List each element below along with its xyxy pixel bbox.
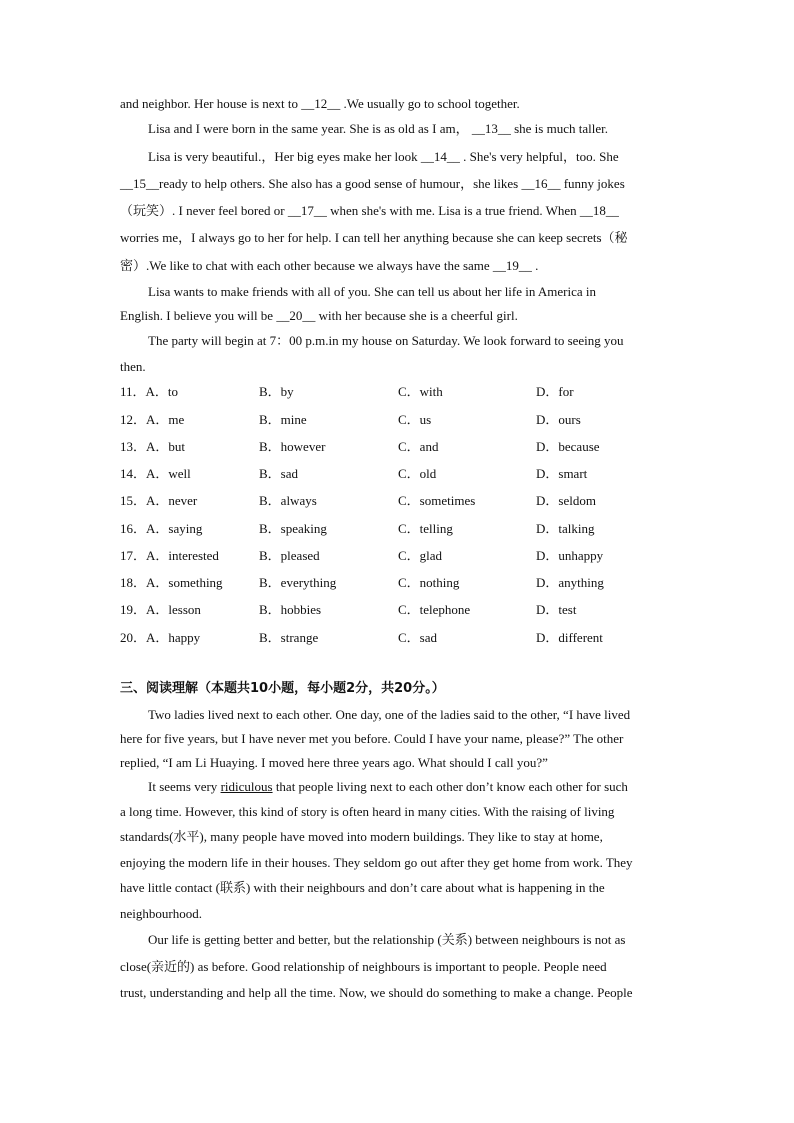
reading-line: close(亲近的) as before. Good relationship of neighbours is important to people. People need	[120, 959, 607, 974]
passage-line: worries me，I always go to her for help. I can tell her anything because she can keep secrets（秘	[120, 230, 628, 245]
option-d: D．test	[536, 602, 577, 617]
option-c: C．us	[398, 412, 432, 427]
reading-line: replied, “I am Li Huaying. I moved here three years ago. What should I call you?”	[120, 755, 548, 770]
reading-line: Our life is getting better and better, but the relationship (关系) between neighbours is not as	[148, 932, 626, 947]
option-c: C．sometimes	[398, 493, 476, 508]
option-a: 19．A．lesson	[120, 602, 201, 617]
passage-line: 密）.We like to chat with each other because we always have the same __19__ .	[120, 258, 539, 273]
reading-line: Two ladies lived next to each other. One day, one of the ladies said to the other, “I have lived	[148, 707, 631, 722]
question-options-16	[120, 521, 680, 537]
option-b: B．pleased	[259, 548, 320, 563]
option-a: 12．A．me	[120, 412, 185, 427]
reading-line	[148, 779, 680, 795]
passage-line: Lisa wants to make friends with all of you. She can tell us about her life in America in	[148, 284, 597, 299]
option-d: D．anything	[536, 575, 604, 590]
passage-line: Lisa is very beautiful.，Her big eyes make her look __14__ . She's very helpful，too. She	[148, 149, 619, 164]
option-b: B．always	[259, 493, 317, 508]
option-d: D．ours	[536, 412, 581, 427]
question-options-13	[120, 439, 680, 455]
option-b: B．hobbies	[259, 602, 322, 617]
reading-line: neighbourhood.	[120, 906, 202, 921]
option-a: 20．A．happy	[120, 630, 201, 645]
option-a: 14．A．well	[120, 466, 191, 481]
option-b: B．strange	[259, 630, 319, 645]
question-options-20	[120, 630, 680, 646]
option-c: C．glad	[398, 548, 443, 563]
option-b: B．speaking	[259, 521, 327, 536]
option-c: C．old	[398, 466, 437, 481]
option-b: B．sad	[259, 466, 299, 481]
underlined-word: ridiculous	[220, 779, 273, 794]
option-d: D．for	[536, 384, 574, 399]
option-a: 15．A．never	[120, 493, 198, 508]
reading-line: a long time. However, this kind of story is often heard in many cities. With the raising of living	[120, 804, 615, 819]
option-a: 11．A．to	[120, 384, 179, 399]
question-options-12	[120, 412, 680, 428]
question-options-18	[120, 575, 680, 591]
reading-text: It seems very	[148, 779, 221, 794]
reading-line: standards(水平), many people have moved into modern buildings. They like to stay at home,	[120, 829, 603, 844]
question-options-11	[120, 384, 680, 400]
option-c: C．sad	[398, 630, 438, 645]
option-d: D．seldom	[536, 493, 596, 508]
option-a: 16．A．saying	[120, 521, 203, 536]
section-heading: 三、阅读理解（本题共10小题，每小题2分，共20分。）	[120, 681, 445, 696]
passage-line: __15__ready to help others. She also has a good sense of humour，she likes __16__ funny jokes	[120, 176, 625, 191]
option-d: D．talking	[536, 521, 595, 536]
question-options-15	[120, 493, 680, 509]
reading-line: here for five years, but I have never met you before. Could I have your name, please?” The other	[120, 731, 624, 746]
passage-line: Lisa and I were born in the same year. She is as old as I am， __13__ she is much taller.	[148, 121, 608, 136]
option-c: C．telephone	[398, 602, 471, 617]
question-options-17	[120, 548, 680, 564]
question-options-19	[120, 602, 680, 618]
passage-line: （玩笑）. I never feel bored or __17__ when she's with me. Lisa is a true friend. When __18__	[120, 203, 619, 218]
passage-line: then.	[120, 359, 146, 374]
option-c: C．telling	[398, 521, 453, 536]
option-b: B．everything	[259, 575, 337, 590]
option-a: 18．A．something	[120, 575, 223, 590]
option-b: B．by	[259, 384, 294, 399]
option-c: C．and	[398, 439, 439, 454]
option-a: 13．A．but	[120, 439, 186, 454]
option-d: D．unhappy	[536, 548, 604, 563]
option-c: C．nothing	[398, 575, 460, 590]
reading-line: have little contact (联系) with their neighbours and don’t care about what is happening in the	[120, 880, 605, 895]
option-b: B．however	[259, 439, 326, 454]
reading-text: that people living next to each other don’t know each other for such	[272, 779, 628, 794]
option-d: D．different	[536, 630, 603, 645]
passage-line: English. I believe you will be __20__ with her because she is a cheerful girl.	[120, 308, 518, 323]
option-a: 17．A．interested	[120, 548, 219, 563]
reading-line: enjoying the modern life in their houses. They seldom go out after they get home from work. They	[120, 855, 633, 870]
option-d: D．because	[536, 439, 600, 454]
option-b: B．mine	[259, 412, 307, 427]
reading-line: trust, understanding and help all the time. Now, we should do something to make a change. People	[120, 985, 633, 1000]
option-d: D．smart	[536, 466, 588, 481]
passage-line: The party will begin at 7：00 p.m.in my house on Saturday. We look forward to seeing you	[148, 333, 624, 348]
option-c: C．with	[398, 384, 443, 399]
question-options-14	[120, 466, 680, 482]
passage-line: and neighbor. Her house is next to __12__ .We usually go to school together.	[120, 96, 520, 111]
